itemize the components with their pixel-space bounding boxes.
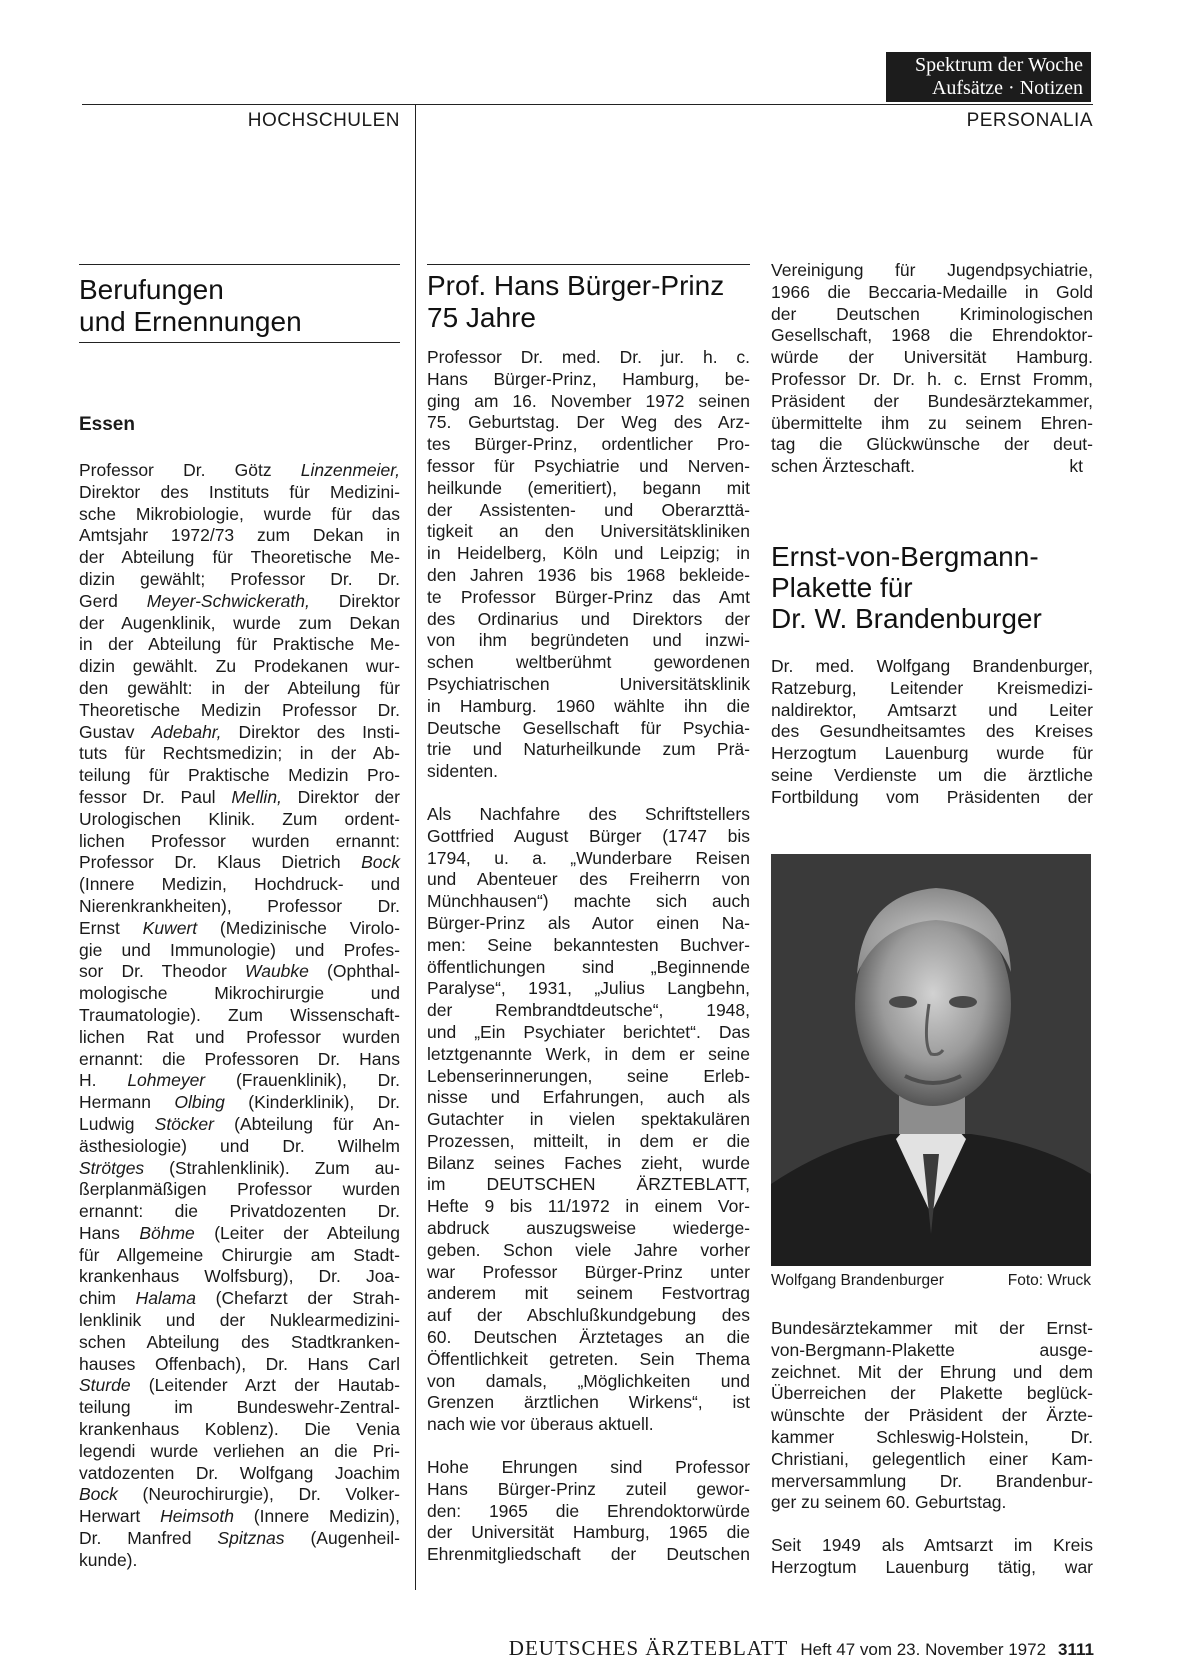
- text-line: Überreichen der Plakette beglück-: [771, 1383, 1093, 1404]
- text-line: ernannt: die Privatdozenten Dr.: [79, 1201, 400, 1222]
- name-emphasis: Kuwert: [142, 917, 198, 938]
- text-line: (Innere Medizin, Hochdruck- und: [79, 874, 400, 895]
- footer-issue: Heft 47 vom 23. November 1972: [800, 1640, 1047, 1659]
- text-line: von-Bergmann-Plakette ausge-: [771, 1339, 1093, 1360]
- text-line: Hefte 9 bis 11/1972 in einem Vor-: [427, 1196, 750, 1217]
- photo-caption: [771, 1272, 1091, 1290]
- text-line: schen weltberühmt gewordenen: [427, 652, 750, 673]
- text-line: kunde).: [79, 1549, 138, 1570]
- paragraph: [427, 347, 750, 783]
- berufungen-heading-line-2: und Ernennungen: [79, 306, 302, 337]
- bergmann-intro: [771, 656, 1093, 809]
- text-line: Hans Böhme (Leiter der Abteilung: [79, 1222, 401, 1243]
- text-line: wünschte der Präsident der Ärzte-: [771, 1405, 1093, 1426]
- text-line: Urologischen Klinik. Zum ordent-: [79, 808, 400, 829]
- text-line: Dr. med. Wolfgang Brandenburger,: [771, 656, 1093, 676]
- berufungen-rule-top: [79, 264, 400, 265]
- paragraph: [427, 1457, 750, 1566]
- text-line: der Deutschen Kriminologischen: [771, 303, 1093, 324]
- name-emphasis: Heimsoth: [160, 1506, 234, 1527]
- text-line: im DEUTSCHEN ÄRZTEBLATT,: [427, 1174, 750, 1195]
- text-line: te Professor Bürger-Prinz das Amt: [427, 586, 750, 607]
- berufungen-city: Essen: [79, 414, 135, 435]
- text-line: ästhesiologie) und Dr. Wilhelm: [79, 1135, 400, 1156]
- text-line: Sturde (Leitender Arzt der Hautab-: [79, 1375, 400, 1396]
- text-line: in Hamburg. 1960 wählte ihn die: [427, 695, 750, 716]
- bergmann-body: [771, 1318, 1093, 1579]
- footer-page-number: 3111: [1058, 1640, 1094, 1659]
- text-line: dizin gewählt. Zu Prodekanen wur-: [79, 656, 400, 677]
- text-line: sor Dr. Theodor Waubke (Ophthal-: [79, 961, 401, 982]
- buerger-prinz-heading-line-2: 75 Jahre: [427, 302, 536, 333]
- name-emphasis: Meyer-Schwickerath,: [146, 590, 310, 611]
- text-line: men: Seine bekanntesten Buchver-: [427, 934, 750, 955]
- text-line: abdruck auszugsweise wiederge-: [427, 1218, 750, 1239]
- text-line: krankenhaus Koblenz). Die Venia: [79, 1419, 400, 1440]
- text-line: Paralyse“, 1931, „Julius Langbehn,: [427, 978, 750, 999]
- text-line: Gutachter in vielen spektakulären: [427, 1109, 750, 1130]
- berufungen-body: [79, 460, 400, 1572]
- text-line: Herzogtum Lauenburg wurde für: [771, 743, 1093, 764]
- text-line: naldirektor, Amtsarzt und Leiter: [771, 699, 1093, 720]
- text-line: Theoretische Medizin Professor Dr.: [79, 699, 400, 720]
- text-line: der Universität Hamburg, 1965 die: [427, 1522, 750, 1543]
- text-line: den gewählt: in der Abteilung für: [79, 677, 400, 698]
- buerger-prinz-body: [427, 347, 750, 1566]
- text-line: Hans Bürger-Prinz zuteil gewor-: [427, 1478, 750, 1499]
- text-line: tes Bürger-Prinz, ordentlicher Pro-: [427, 434, 750, 455]
- text-line: und „Ein Psychiater berichtet“. Das: [427, 1021, 750, 1042]
- text-line: in Heidelberg, Köln und Leipzig; in: [427, 543, 750, 564]
- berufungen-rule-bottom: [79, 342, 400, 343]
- text-line: nach wie vor überaus aktuell.: [427, 1414, 654, 1435]
- text-line: Ernst Kuwert (Medizinische Virolo-: [79, 917, 400, 938]
- text-line: in der Abteilung für Praktische Me-: [79, 634, 400, 655]
- text-line: Bundesärztekammer mit der Ernst-: [771, 1318, 1093, 1338]
- page-footer: [414, 1636, 1094, 1661]
- text-line: sidenten.: [427, 761, 499, 782]
- text-line: tuts für Rechtsmedizin; in der Ab-: [79, 743, 400, 764]
- text-line: Gottfried August Bürger (1747 bis: [427, 825, 750, 846]
- text-line: seine Verdienste um die ärztliche: [771, 764, 1093, 785]
- text-line: übermittelte ihm zu seinem Ehren-: [771, 412, 1093, 433]
- text-line: Gustav Adebahr, Direktor des Insti-: [79, 721, 400, 742]
- text-line: geben. Schon viele Jahre vorher: [427, 1239, 750, 1260]
- buerger-prinz-heading-line-1: Prof. Hans Bürger-Prinz: [427, 270, 725, 301]
- text-line: der Rembrandtdeutsche“, 1948,: [427, 1000, 750, 1021]
- text-line: Bock (Neurochirurgie), Dr. Volker-: [79, 1484, 400, 1505]
- bergmann-heading: [771, 541, 1042, 634]
- name-emphasis: Stöcker: [154, 1113, 214, 1134]
- text-line: Herzogtum Lauenburg tätig, war: [771, 1556, 1093, 1577]
- text-line: ßerplanmäßigen Professor wurden: [79, 1179, 400, 1200]
- text-line: sche Mikrobiologie, wurde für das: [79, 503, 400, 524]
- text-line: 75. Geburtstag. Der Weg des Arz-: [427, 412, 750, 433]
- text-line: Professor Dr. Dr. h. c. Ernst Fromm,: [771, 368, 1093, 389]
- text-line: kammer Schleswig-Holstein, Dr.: [771, 1426, 1093, 1447]
- text-line: Prozessen, mitteilt, in dem er die: [427, 1130, 750, 1151]
- text-line: für Allgemeine Chirurgie am Stadt-: [79, 1244, 400, 1265]
- name-emphasis: Linzenmeier,: [300, 460, 400, 480]
- text-line: der Augenklinik, wurde zum Dekan: [79, 612, 400, 633]
- footer-publication: DEUTSCHES ÄRZTEBLATT: [508, 1636, 789, 1660]
- text-line: hauses Offenbach), Dr. Hans Carl: [79, 1353, 400, 1374]
- text-line: Dr. Manfred Spitznas (Augenheil-: [79, 1528, 400, 1549]
- name-emphasis: Spitznas: [217, 1528, 285, 1549]
- name-emphasis: Waubke: [245, 961, 309, 982]
- name-emphasis: Bock: [361, 852, 400, 873]
- text-line: fessor Dr. Paul Mellin, Direktor der: [79, 786, 400, 807]
- text-line: Direktor des Instituts für Medizini-: [79, 481, 400, 502]
- text-line: lichen Professor wurden ernannt:: [79, 830, 400, 851]
- text-line: des Ordinarius und Direktors der: [427, 608, 750, 629]
- paragraph: [771, 1318, 1093, 1514]
- text-line: nisse und Erfahrungen, auch als: [427, 1087, 750, 1108]
- paragraph: [771, 260, 1093, 478]
- text-line: würde der Universität Hamburg.: [771, 347, 1093, 368]
- text-line: von ihm begründeten und inzwi-: [427, 630, 750, 651]
- berufungen-heading-line-1: Berufungen: [79, 274, 224, 305]
- text-line: und Abenteuer des Freiherrn von: [427, 869, 750, 890]
- text-line: Seit 1949 als Amtsarzt im Kreis: [771, 1535, 1093, 1556]
- text-line: Münchhausen“) machte sich auch: [427, 891, 750, 912]
- text-line: heilkunde (emeritiert), begann mit: [427, 477, 750, 498]
- name-emphasis: Mellin,: [231, 786, 282, 807]
- text-line: Hermann Olbing (Kinderklinik), Dr.: [79, 1092, 400, 1113]
- text-line: Ehrenmitgliedschaft der Deutschen: [427, 1544, 750, 1565]
- text-line: Professor Dr. med. Dr. jur. h. c.: [427, 347, 750, 367]
- text-line: 1966 die Beccaria-Medaille in Gold: [771, 281, 1093, 302]
- author-signature: kt: [1069, 456, 1083, 477]
- text-line: Gerd Meyer-Schwickerath, Direktor: [79, 590, 400, 611]
- text-line: Gesellschaft, 1968 die Ehrendoktor-: [771, 325, 1093, 346]
- text-line: krankenhaus Wolfsburg), Dr. Joa-: [79, 1266, 400, 1287]
- section-label-hochschulen: HOCHSCHULEN: [247, 110, 400, 131]
- text-line: ernannt: die Professoren Dr. Hans: [79, 1048, 400, 1069]
- name-emphasis: Halama: [135, 1288, 196, 1309]
- name-emphasis: Olbing: [174, 1092, 225, 1113]
- text-line: Fortbildung vom Präsidenten der: [771, 786, 1093, 807]
- text-line: der Assistenten- und Oberarzttä-: [427, 499, 750, 520]
- name-emphasis: Bock: [79, 1484, 118, 1505]
- paragraph: [427, 804, 750, 1436]
- text-line: den: 1965 die Ehrendoktorwürde: [427, 1500, 750, 1521]
- caption-name: Wolfgang Brandenburger: [771, 1272, 944, 1289]
- berufungen-heading: [79, 274, 302, 338]
- text-line: tigkeit an den Universitätskliniken: [427, 521, 750, 542]
- column-divider: [415, 104, 416, 1590]
- text-line: Christiani, gelegentlich einer Kam-: [771, 1448, 1093, 1469]
- text-line: Vereinigung für Jugendpsychiatrie,: [771, 260, 1093, 280]
- text-line: Strötges (Strahlenklinik). Zum au-: [79, 1157, 400, 1178]
- text-line: auf der Abschlußkundgebung des: [427, 1305, 750, 1326]
- text-line: Amtsjahr 1972/73 zum Dekan in: [79, 525, 400, 546]
- text-line: trie und Naturheilkunde zum Prä-: [427, 739, 750, 760]
- text-line: Hohe Ehrungen sind Professor: [427, 1457, 750, 1478]
- text-line: 1794, u. a. „Wunderbare Reisen: [427, 847, 750, 868]
- badge-line-2: Aufsätze · Notizen: [931, 77, 1083, 99]
- text-line: gie und Immunologie) und Profes-: [79, 939, 400, 960]
- text-line: öffentlichungen sind „Beginnende: [427, 956, 750, 977]
- text-line: lenklinik und der Nuklearmedizini-: [79, 1310, 400, 1331]
- bergmann-heading-line-2: Plakette für: [771, 572, 913, 603]
- bergmann-heading-line-1: Ernst-von-Bergmann-: [771, 541, 1039, 572]
- text-line: Lebenserinnerungen, seine Erleb-: [427, 1065, 750, 1086]
- paragraph: [771, 656, 1093, 809]
- text-line: Grenzen ärztlichen Wirkens“, ist: [427, 1392, 750, 1413]
- text-line: Bilanz seines Faches zieht, wurde: [427, 1152, 750, 1173]
- text-line: Psychiatrischen Universitätsklinik: [427, 673, 750, 694]
- text-line: mologische Mikrochirurgie und: [79, 983, 400, 1004]
- text-line: Hans Bürger-Prinz, Hamburg, be-: [427, 368, 750, 389]
- spektrum-badge: [886, 52, 1091, 102]
- name-emphasis: Adebahr,: [151, 721, 222, 742]
- text-line: letztgenannte Werk, in dem er seine: [427, 1043, 750, 1064]
- text-line: Als Nachfahre des Schriftstellers: [427, 803, 750, 824]
- text-line: schen Ärzteschaft. kt: [771, 456, 1093, 478]
- text-line: fessor für Psychiatrie und Nerven-: [427, 455, 750, 476]
- name-emphasis: Lohmeyer: [127, 1070, 206, 1091]
- text-line: schen Abteilung des Stadtkranken-: [79, 1331, 400, 1352]
- text-line: Nierenkrankheiten), Professor Dr.: [79, 895, 400, 916]
- text-line: den Jahren 1936 bis 1968 bekleide-: [427, 564, 750, 585]
- bergmann-heading-line-3: Dr. W. Brandenburger: [771, 603, 1042, 634]
- text-line: Herwart Heimsoth (Innere Medizin),: [79, 1506, 401, 1527]
- text-line: zeichnet. Mit der Ehrung und dem: [771, 1361, 1093, 1382]
- paragraph: [771, 1535, 1093, 1579]
- text-line: legendi wurde verliehen an die Pri-: [79, 1440, 400, 1461]
- buerger-prinz-heading: [427, 270, 724, 334]
- text-line: merversammlung Dr. Brandenbur-: [771, 1470, 1093, 1491]
- name-emphasis: Strötges: [79, 1157, 145, 1178]
- text-line: Deutsche Gesellschaft für Psychia-: [427, 717, 750, 738]
- caption-credit: Foto: Wruck: [1007, 1272, 1091, 1289]
- text-line: vatdozenten Dr. Wolfgang Joachim: [79, 1462, 400, 1483]
- text-line: tag die Glückwünsche der deut-: [771, 434, 1093, 455]
- text-line: Bürger-Prinz als Autor einen Na-: [427, 912, 750, 933]
- section-label-personalia: PERSONALIA: [966, 110, 1093, 131]
- text-line: Ratzeburg, Leitender Kreismedizi-: [771, 677, 1093, 698]
- text-line: lichen Rat und Professor wurden: [79, 1026, 400, 1047]
- text-line: Öffentlichkeit getreten. Sein Thema: [427, 1348, 750, 1369]
- badge-line-1: Spektrum der Woche: [915, 54, 1083, 76]
- text-line: H. Lohmeyer (Frauenklinik), Dr.: [79, 1070, 400, 1091]
- text-line: der Abteilung für Theoretische Me-: [79, 547, 400, 568]
- text-line: anderem mit seinem Festvortrag: [427, 1283, 750, 1304]
- text-line: war Professor Bürger-Prinz unter: [427, 1261, 750, 1282]
- text-line: chim Halama (Chefarzt der Strah-: [79, 1288, 400, 1309]
- name-emphasis: Böhme: [139, 1222, 195, 1243]
- name-emphasis: Sturde: [79, 1375, 131, 1396]
- paragraph: [79, 460, 400, 1572]
- text-line: Professor Dr. Götz Linzenmeier,: [79, 460, 400, 480]
- buerger-prinz-rule: [427, 264, 750, 265]
- text-line: teilung im Bundeswehr-Zentral-: [79, 1397, 400, 1418]
- text-line: ger zu seinem 60. Geburtstag.: [771, 1492, 1007, 1513]
- text-line: Präsident der Bundesärztekammer,: [771, 390, 1093, 411]
- buerger-prinz-continuation: [771, 260, 1093, 478]
- text-line: Professor Dr. Klaus Dietrich Bock: [79, 852, 400, 873]
- text-line: teilung für Praktische Medizin Pro-: [79, 765, 400, 786]
- text-line: ging am 16. November 1972 seinen: [427, 390, 750, 411]
- portrait-illustration: [771, 854, 1091, 1266]
- text-line: von damals, „Möglichkeiten und: [427, 1370, 750, 1391]
- text-line: des Gesundheitsamtes des Kreises: [771, 721, 1093, 742]
- text-line: Traumatologie). Zum Wissenschaft-: [79, 1004, 400, 1025]
- header-rule: [82, 104, 1093, 105]
- portrait-photo: [771, 854, 1091, 1266]
- text-line: 60. Deutschen Ärztetages an die: [427, 1327, 750, 1348]
- text-line: Ludwig Stöcker (Abteilung für An-: [79, 1113, 400, 1134]
- text-line: dizin gewählt; Professor Dr. Dr.: [79, 568, 400, 589]
